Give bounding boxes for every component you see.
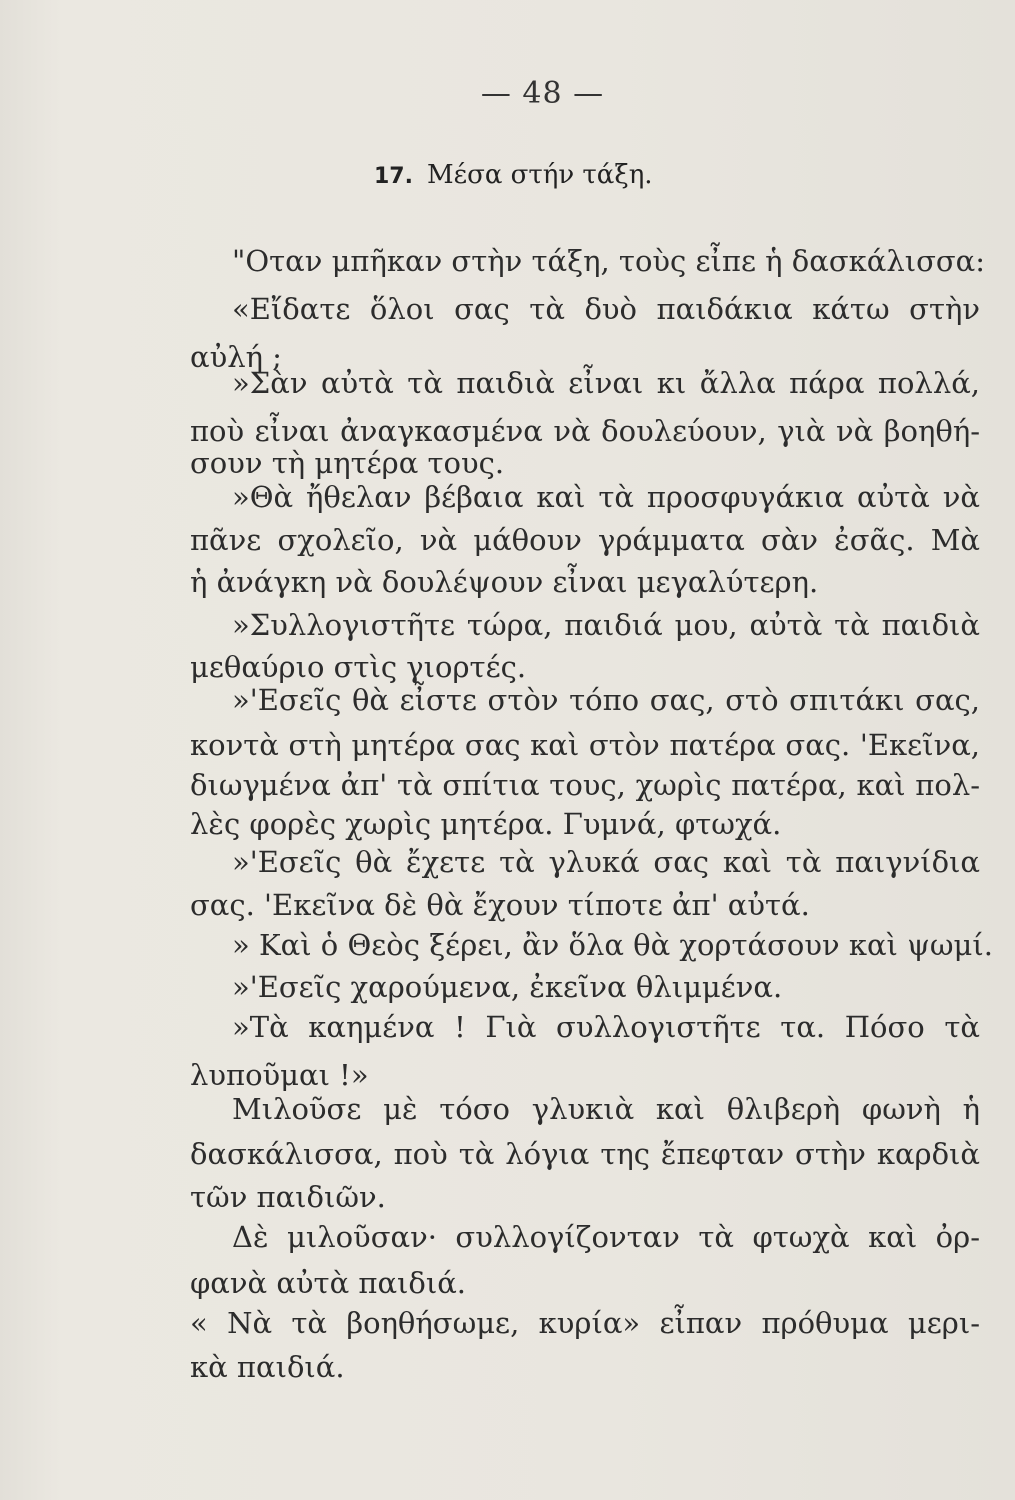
text-line: λυποῦμαι !» bbox=[190, 1058, 369, 1092]
text-line: »Σὰν αὐτὰ τὰ παιδιὰ εἶναι κι ἄλλα πάρα πολλά, bbox=[232, 366, 980, 400]
text-line: »Συλλογιστῆτε τώρα, παιδιά μου, αὐτὰ τὰ παιδιὰ bbox=[232, 608, 980, 642]
text-line: »'Εσεῖς χαρούμενα, ἐκεῖνα θλιμμένα. bbox=[232, 970, 783, 1004]
text-line: αὐλή ; bbox=[190, 340, 282, 374]
text-line: μεθαύριο στὶς γιορτές. bbox=[190, 650, 527, 684]
chapter-title: Μέσα στήν τάξη. bbox=[426, 160, 653, 190]
text-line: πᾶνε σχολεῖο, νὰ μάθουν γράμματα σὰν ἐσᾶς. Μὰ bbox=[190, 523, 980, 557]
text-line: φανὰ αὐτὰ παιδιά. bbox=[190, 1266, 467, 1300]
text-line: »Τὰ καημένα ! Γιὰ συλλογιστῆτε τα. Πόσο τὰ bbox=[232, 1010, 980, 1044]
text-line: σας. 'Εκεῖνα δὲ θὰ ἔχουν τίποτε ἀπ' αὐτά. bbox=[190, 888, 810, 922]
text-line: Μιλοῦσε μὲ τόσο γλυκιὰ καὶ θλιβερὴ φωνὴ ἡ bbox=[232, 1092, 980, 1126]
text-line: διωγμένα ἀπ' τὰ σπίτια τους, χωρὶς πατέρα, καὶ πολ- bbox=[190, 768, 980, 802]
text-line: Δὲ μιλοῦσαν· συλλογίζονταν τὰ φτωχὰ καὶ ὀρ- bbox=[232, 1220, 980, 1254]
text-line: »Θὰ ἤθελαν βέβαια καὶ τὰ προσφυγάκια αὐτὰ νὰ bbox=[232, 480, 980, 514]
text-line: σουν τὴ μητέρα τους. bbox=[190, 446, 505, 480]
text-line: »'Εσεῖς θὰ εἶστε στὸν τόπο σας, στὸ σπιτάκι σας, bbox=[232, 683, 980, 717]
text-line: τῶν παιδιῶν. bbox=[190, 1180, 386, 1214]
text-line: » Καὶ ὁ Θεὸς ξέρει, ἂν ὅλα θὰ χορτάσουν καὶ ψωμί. bbox=[232, 928, 993, 962]
text-line: « Νὰ τὰ βοηθήσωμε, κυρία» εἶπαν πρόθυμα μερι- bbox=[190, 1306, 980, 1340]
text-line: »'Εσεῖς θὰ ἔχετε τὰ γλυκά σας καὶ τὰ παιγνίδια bbox=[232, 845, 980, 879]
text-line: κοντὰ στὴ μητέρα σας καὶ στὸν πατέρα σας. 'Εκεῖνα, bbox=[190, 728, 980, 762]
text-line: «Εἴδατε ὅλοι σας τὰ δυὸ παιδάκια κάτω στὴν bbox=[232, 292, 980, 326]
text-line: ἡ ἀνάγκη νὰ δουλέψουν εἶναι μεγαλύτερη. bbox=[190, 565, 819, 599]
text-line: δασκάλισσα, ποὺ τὰ λόγια της ἔπεφταν στὴν καρδιὰ bbox=[190, 1137, 980, 1171]
text-line: "Οταν μπῆκαν στὴν τάξη, τοὺς εἶπε ἡ δασκάλισσα: bbox=[232, 244, 986, 278]
chapter-number: 17. bbox=[374, 164, 413, 189]
page-number: — 48 — bbox=[480, 76, 605, 111]
chapter-heading bbox=[374, 160, 653, 190]
text-line: ποὺ εἶναι ἀναγκασμένα νὰ δουλεύουν, γιὰ νὰ βοηθή- bbox=[190, 414, 980, 448]
text-line: κὰ παιδιά. bbox=[190, 1350, 345, 1384]
text-line: λὲς φορὲς χωρὶς μητέρα. Γυμνά, φτωχά. bbox=[190, 807, 782, 841]
